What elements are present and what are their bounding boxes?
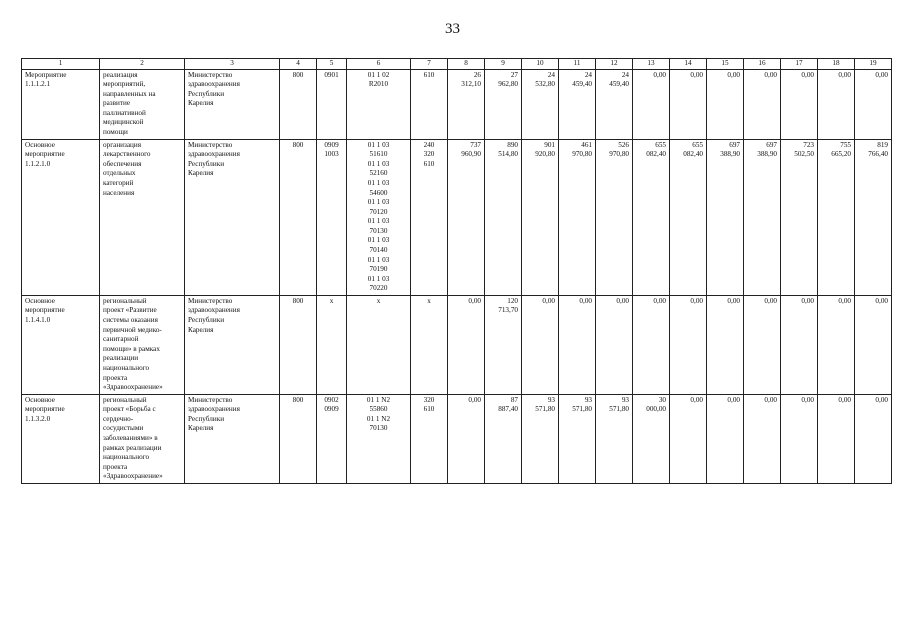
value-cell: 24 532,80 (522, 69, 559, 139)
value-cell: 0,00 (448, 394, 485, 483)
activity-code-cell: Мероприятие 1.1.1.2.1 (22, 69, 100, 139)
value-cell: 120 713,70 (485, 295, 522, 394)
value-cell: 737 960,90 (448, 139, 485, 295)
value-cell: 890 514,80 (485, 139, 522, 295)
value-cell: 93 571,80 (522, 394, 559, 483)
column-header: 15 (707, 59, 744, 70)
value-cell: 0,00 (707, 69, 744, 139)
executor-cell: Министерство здравоохранения Республики Карелия (185, 69, 280, 139)
value-cell: 0,00 (670, 394, 707, 483)
executor-cell: Министерство здравоохранения Республики Карелия (185, 139, 280, 295)
column-header: 9 (485, 59, 522, 70)
expense-type-cell: 610 (411, 69, 448, 139)
column-header: 11 (559, 59, 596, 70)
value-cell: 0,00 (633, 295, 670, 394)
value-cell: 0,00 (855, 295, 892, 394)
value-cell: 27 962,80 (485, 69, 522, 139)
expense-type-cell: х (411, 295, 448, 394)
value-cell: 24 459,40 (596, 69, 633, 139)
budget-table (21, 58, 892, 484)
value-cell: 526 970,80 (596, 139, 633, 295)
value-cell: 0,00 (781, 295, 818, 394)
value-cell: 819 766,40 (855, 139, 892, 295)
expense-type-cell: 320 610 (411, 394, 448, 483)
value-cell: 0,00 (744, 69, 781, 139)
value-cell: 0,00 (781, 394, 818, 483)
column-header: 10 (522, 59, 559, 70)
value-cell: 0,00 (707, 394, 744, 483)
value-cell: 24 459,40 (559, 69, 596, 139)
column-header: 5 (317, 59, 347, 70)
value-cell: 0,00 (855, 394, 892, 483)
grbs-cell: 800 (280, 394, 317, 483)
table-row (22, 394, 892, 483)
grbs-cell: 800 (280, 139, 317, 295)
value-cell: 30 000,00 (633, 394, 670, 483)
value-cell: 93 571,80 (559, 394, 596, 483)
grbs-cell: 800 (280, 295, 317, 394)
activity-code-cell: Основное мероприятие 1.1.4.1.0 (22, 295, 100, 394)
value-cell: 655 082,40 (670, 139, 707, 295)
activity-name-cell: региональный проект «Развитие системы оказания первичной медико- санитарной помощи» в рамках реализации национального проекта «Здравоохранение» (100, 295, 185, 394)
value-cell: 93 571,80 (596, 394, 633, 483)
value-cell: 461 970,80 (559, 139, 596, 295)
column-header: 8 (448, 59, 485, 70)
executor-cell: Министерство здравоохранения Республики Карелия (185, 394, 280, 483)
column-header: 1 (22, 59, 100, 70)
value-cell: 0,00 (596, 295, 633, 394)
target-article-cell: 01 1 03 51610 01 1 03 52160 01 1 03 54600 01 1 03 70120 01 1 03 70130 01 1 03 70140 01 1 03 70190 01 1 03 70220 (347, 139, 411, 295)
activity-name-cell: реализация мероприятий, направленных на развитие паллиативной медицинской помощи (100, 69, 185, 139)
page-number: 33 (445, 21, 460, 37)
section-cell: 0909 1003 (317, 139, 347, 295)
column-header: 4 (280, 59, 317, 70)
column-header: 17 (781, 59, 818, 70)
value-cell: 755 665,20 (818, 139, 855, 295)
column-header: 14 (670, 59, 707, 70)
column-header: 12 (596, 59, 633, 70)
value-cell: 0,00 (855, 69, 892, 139)
grbs-cell: 800 (280, 69, 317, 139)
table-row (22, 139, 892, 295)
value-cell: 0,00 (670, 295, 707, 394)
value-cell: 0,00 (744, 295, 781, 394)
target-article-cell: 01 1 N2 55860 01 1 N2 70130 (347, 394, 411, 483)
value-cell: 0,00 (522, 295, 559, 394)
value-cell: 697 388,90 (744, 139, 781, 295)
value-cell: 26 312,10 (448, 69, 485, 139)
column-header: 19 (855, 59, 892, 70)
column-header: 3 (185, 59, 280, 70)
value-cell: 0,00 (818, 69, 855, 139)
value-cell: 0,00 (559, 295, 596, 394)
table-row (22, 69, 892, 139)
expense-type-cell: 240 320 610 (411, 139, 448, 295)
section-cell: 0902 0909 (317, 394, 347, 483)
column-header: 16 (744, 59, 781, 70)
value-cell: 0,00 (818, 394, 855, 483)
value-cell: 901 920,80 (522, 139, 559, 295)
activity-name-cell: региональный проект «Борьба с сердечно- сосудистыми заболеваниями» в рамках реализации национального проекта «Здравоохранение» (100, 394, 185, 483)
value-cell: 0,00 (448, 295, 485, 394)
target-article-cell: 01 1 02 R2010 (347, 69, 411, 139)
value-cell: 0,00 (744, 394, 781, 483)
column-header: 13 (633, 59, 670, 70)
activity-code-cell: Основное мероприятие 1.1.3.2.0 (22, 394, 100, 483)
section-cell: 0901 (317, 69, 347, 139)
column-header: 7 (411, 59, 448, 70)
value-cell: 87 887,40 (485, 394, 522, 483)
value-cell: 697 388,90 (707, 139, 744, 295)
column-header: 6 (347, 59, 411, 70)
header-row (22, 59, 892, 70)
activity-name-cell: организация лекарственного обеспечения отдельных категорий населения (100, 139, 185, 295)
column-header: 18 (818, 59, 855, 70)
column-header: 2 (100, 59, 185, 70)
value-cell: 0,00 (818, 295, 855, 394)
value-cell: 0,00 (670, 69, 707, 139)
value-cell: 655 082,40 (633, 139, 670, 295)
activity-code-cell: Основное мероприятие 1.1.2.1.0 (22, 139, 100, 295)
value-cell: 723 502,50 (781, 139, 818, 295)
executor-cell: Министерство здравоохранения Республики Карелия (185, 295, 280, 394)
target-article-cell: х (347, 295, 411, 394)
value-cell: 0,00 (707, 295, 744, 394)
table-row (22, 295, 892, 394)
value-cell: 0,00 (781, 69, 818, 139)
value-cell: 0,00 (633, 69, 670, 139)
section-cell: х (317, 295, 347, 394)
